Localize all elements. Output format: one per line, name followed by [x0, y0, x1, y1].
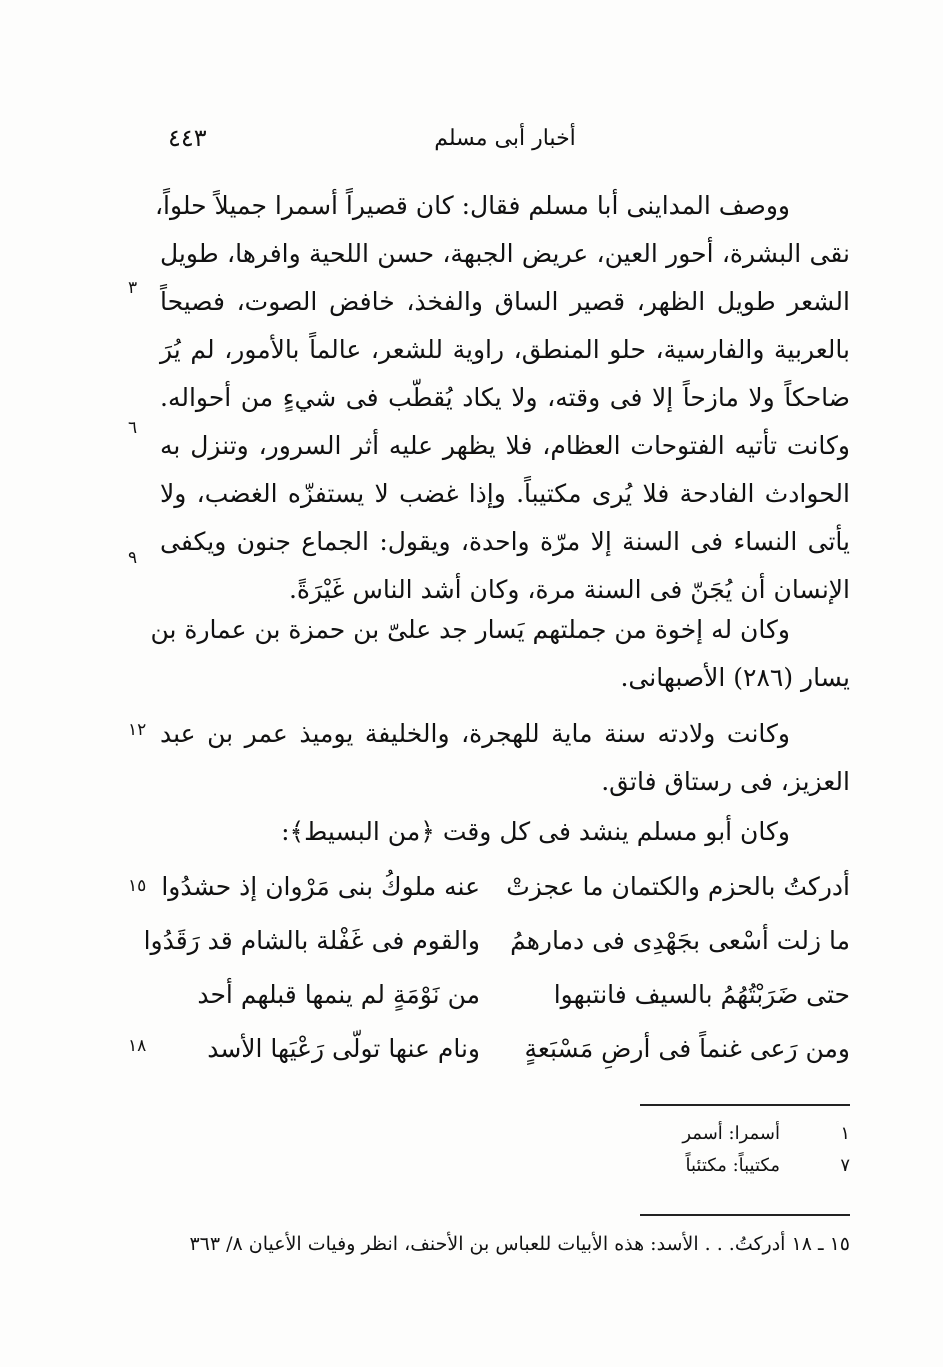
paragraph-2 — [150, 606, 850, 702]
line-number: ١٢ — [128, 720, 147, 740]
text-line: ضاحكاً ولا مازحاً إلا فى وقته، ولا يكاد يُقطّب فى شيءٍ من أحواله. — [160, 383, 850, 412]
text-line: الحوادث الفادحة فلا يُرى مكتيباً. وإذا غضب لا يستفزّه الغضب، ولا — [160, 479, 850, 508]
line-number: ١٨ — [128, 1036, 147, 1056]
verse-first-hemistich: حتى ضَرَبْتُهُمُ بالسيف فانتبهوا — [553, 980, 850, 1009]
footnote-divider — [640, 1104, 850, 1106]
text-line: الشعر طويل الظهر، قصير الساق والفخذ، خافض الصوت، فصيحاً — [160, 287, 850, 316]
endnote: ١٥ ـ ١٨ أدركتُ. . . الأسد: هذه الأبيات للعباس بن الأحنف، انظر وفيات الأعيان ٨/ ٣٦٣ — [189, 1233, 850, 1255]
footnotes — [560, 1118, 850, 1182]
endnote-divider — [640, 1214, 850, 1216]
text-line: ووصف المداينى أبا مسلم فقال: كان قصيراً أسمرا جميلاً حلواً، — [154, 191, 790, 220]
footnote-number: ٧ — [840, 1155, 850, 1176]
text-line: بالعربية والفارسية، حلو المنطق، راوية للشعر، عالماً بالأمور، لم يُرَ — [160, 335, 850, 364]
text-line: يسار (٢٨٦) الأصبهانى. — [620, 663, 850, 692]
text-line: الإنسان أن يُجَنّ فى السنة مرة، وكان أشد الناس غَيْرَةً. — [288, 575, 850, 604]
line-number: ٦ — [128, 418, 138, 438]
text-line: يأتى النساء فى السنة إلا مرّة واحدة، ويقول: الجماع جنون ويكفى — [160, 527, 850, 556]
paragraph-3 — [160, 710, 850, 806]
line-number: ١٥ — [128, 876, 147, 896]
verse-first-hemistich: ومن رَعى غنماً فى أرضِ مَسْبَعةٍ — [524, 1034, 850, 1063]
poem-verse — [143, 916, 850, 970]
line-number: ٣ — [128, 278, 138, 298]
verse-second-hemistich: ونام عنها تولّى رَعْيَها الأسد — [207, 1034, 480, 1063]
verse-second-hemistich: عنه ملوكُ بنى مَرْوان إذ حشدُوا — [161, 872, 480, 901]
text-line: وكان أبو مسلم ينشد فى كل وقت ﴿من البسيط﴾: — [281, 817, 790, 846]
footnote-text: أسمرا: أسمر — [682, 1123, 780, 1144]
page-number: ٤٤٣ — [168, 124, 207, 152]
verse-second-hemistich: والقوم فى غَفْلة بالشام قد رَقَدُوا — [143, 926, 480, 955]
page-header — [160, 120, 850, 160]
text-line: نقى البشرة، أحور العين، عريض الجبهة، حسن اللحية وافرها، طويل — [160, 239, 850, 268]
text-line: العزيز، فى رستاق فاتق. — [601, 767, 850, 796]
verse-first-hemistich: أدركتُ بالحزم والكتمان ما عجزتْ — [506, 872, 850, 901]
verse-second-hemistich: من نَوْمَةٍ لم ينمها قبلهم أحد — [197, 980, 480, 1009]
footnote-text: مكتيباً: مكتئباً — [685, 1155, 780, 1176]
footnote — [560, 1118, 850, 1150]
poem-verse — [160, 862, 850, 916]
footnote-number: ١ — [840, 1123, 850, 1144]
text-line: وكان له إخوة من جملتهم يَسار جد علىّ بن حمزة بن عمارة بن — [150, 615, 790, 644]
text-line: وكانت تأتيه الفتوحات العظام، فلا يظهر عليه أثر السرور، وتنزل به — [160, 431, 850, 460]
line-number: ٩ — [128, 548, 138, 568]
poem-verse — [160, 970, 850, 1024]
poem-verse — [160, 1024, 850, 1078]
verse-first-hemistich: ما زلت أسْعى بجَهْدِى فى دمارهمُ — [510, 926, 850, 955]
poem — [143, 862, 850, 1078]
paragraph-1 — [154, 182, 850, 614]
text-line: وكانت ولادته سنة ماية للهجرة، والخليفة يوميذ عمر بن عبد — [160, 719, 790, 748]
running-title: أخبار أبى مسلم — [434, 126, 576, 151]
poem-intro — [160, 808, 850, 856]
footnote — [560, 1150, 850, 1182]
